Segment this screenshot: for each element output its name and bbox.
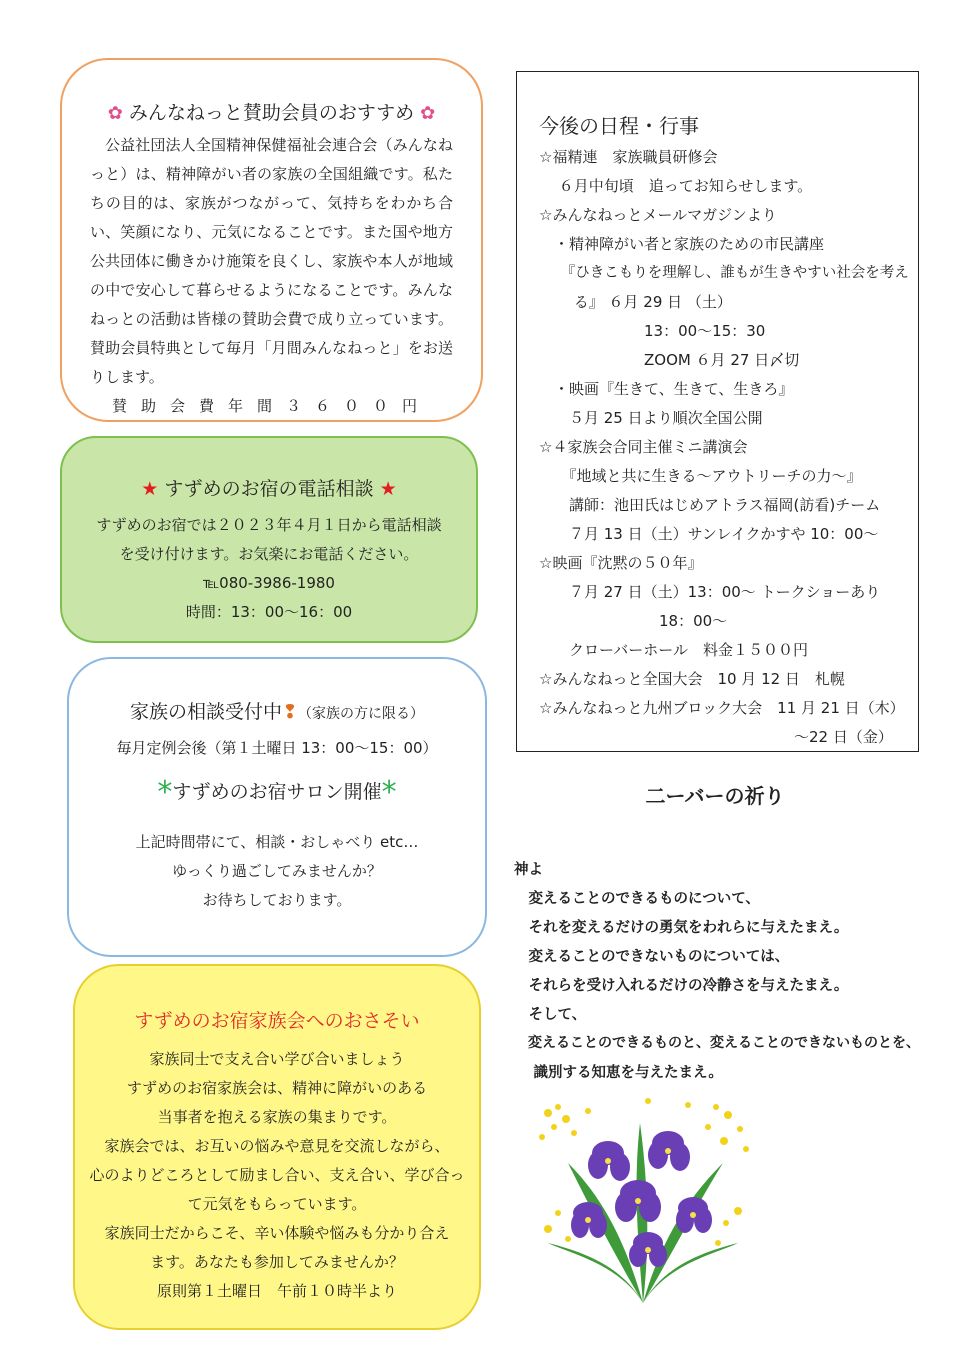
phone-line: を受け付けます。お気楽にお電話ください。 xyxy=(119,545,419,563)
schedule-row: 講師：池田氏はじめアトラス福岡(訪看)チーム xyxy=(539,496,881,514)
meeting-line: て元気をもらっています。 xyxy=(187,1195,367,1213)
phone-hours: 時間：13：00～16：00 xyxy=(185,603,353,621)
schedule-row: ☆みんなねっとメールマガジンより xyxy=(539,206,777,224)
phone-line: すずめのお宿では２０２３年４月１日から電話相談 xyxy=(96,516,442,534)
meeting-line: ます。あなたも参加してみませんか？ xyxy=(150,1253,404,1271)
prayer-line: それらを受け入れるだけの冷静さを与えたまえ。 xyxy=(514,977,849,994)
schedule-row: ☆福精連 家族職員研修会 xyxy=(539,148,718,166)
schedule-box xyxy=(516,71,919,752)
meeting-line: 家族会では、お互いの悩みや意見を交流しながら、 xyxy=(104,1137,450,1155)
star-icon: ★ xyxy=(379,478,397,500)
salon-title: すずめのお宿サロン開催 xyxy=(172,781,382,803)
phone-title: すずめのお宿の電話相談 xyxy=(164,478,374,500)
phone-number: ℡080-3986-1980 xyxy=(203,574,335,592)
schedule-row: ７月 27 日（土）13：00～ トークショーあり xyxy=(539,583,881,601)
family-consult-box xyxy=(67,657,487,957)
salon-title-row xyxy=(69,775,485,810)
salon-line: 上記時間帯にて、相談・おしゃべり etc… xyxy=(135,833,419,851)
meeting-line: 当事者を抱える家族の集まりです。 xyxy=(157,1108,397,1126)
meeting-line: 家族同士だからこそ、辛い体験や悩みも分かり合え xyxy=(104,1224,450,1242)
support-fee: 賛助会費年間３６００円 xyxy=(111,397,431,415)
schedule-row: 『地域と共に生きる～アウトリーチの力～』 xyxy=(539,467,862,485)
meeting-title: すずめのお宿家族会へのおさそい xyxy=(134,1010,420,1032)
schedule-row: クローバーホール 料金１５００円 xyxy=(539,641,808,659)
schedule-row: ☆みんなねっと九州ブロック大会 11 月 21 日（木） xyxy=(539,699,905,717)
salon-line: お待ちしております。 xyxy=(202,891,352,909)
consult-title: 家族の相談受付中 xyxy=(130,701,283,723)
consult-title-row xyxy=(69,697,485,724)
schedule-row: ６月中旬頃 追ってお知らせします。 xyxy=(539,177,813,195)
schedule-row: ☆映画『沈黙の５０年』 xyxy=(539,554,703,572)
schedule-row: ☆みんなねっと全国大会 10 月 12 日 札幌 xyxy=(539,670,845,688)
meeting-line: 原則第１土曜日 午前１０時半より xyxy=(156,1282,397,1300)
support-body: 公益社団法人全国精神保健福祉会連合会（みんなねっと）は、精神障がい者の家族の全国組織です。私たちの目的は、家族がつながって、気持ちをわかち合い、笑顔になり、元気になることです。また国や地方公共団体に働きかけ施策を良くし、家族や本人が地域の中で安心して暮らせるようになることです。みんなねっとの活動は皆様の賛助会費で成り立っています。賛助会員特典として毎月「月間みんなねっと」をお送りします。 xyxy=(90,136,453,386)
schedule-row: ５月 25 日より順次全国公開 xyxy=(539,409,763,427)
prayer-line: 変えることのできないものについては、 xyxy=(514,948,790,965)
consult-note: （家族の方に限る） xyxy=(297,706,424,722)
asterisk-icon: * xyxy=(381,775,397,810)
flower-icon: ✿ xyxy=(107,103,123,124)
support-member-box xyxy=(60,58,483,422)
schedule-row: ７月 13 日（土）サンレイクかすや 10：00～ xyxy=(539,525,879,543)
schedule-row: 13：00～15：30 xyxy=(539,322,766,340)
meeting-line: すずめのお宿家族会は、精神に障がいのある xyxy=(126,1079,428,1097)
prayer-title: 二ーバーの祈り xyxy=(645,784,785,808)
schedule-row: ☆４家族会合同主催ミニ講演会 xyxy=(539,438,748,456)
support-title-row xyxy=(90,98,453,125)
phone-consult-box xyxy=(60,436,478,643)
prayer-line: それを変えるだけの勇気をわれらに与えたまえ。 xyxy=(514,919,849,936)
consult-schedule: 毎月定例会後（第１土曜日 13：00～15：00） xyxy=(116,739,438,757)
prayer-line: そして、 xyxy=(514,1006,587,1023)
prayer-line: 識別する知恵を与えたまえ。 xyxy=(514,1064,723,1081)
schedule-row: ・映画『生きて、生きて、生きろ』 xyxy=(539,380,794,398)
iris-bouquet xyxy=(528,1093,758,1315)
prayer-line: 変えることのできるものについて、 xyxy=(514,890,760,907)
meeting-line: 心のよりどころとして励まし合い、支え合い、学び合っ xyxy=(89,1166,465,1184)
schedule-row: 18：00～ xyxy=(539,612,728,630)
flower-icon: ✿ xyxy=(420,103,436,124)
prayer-line: 変えることのできるものと、変えることのできないものとを、 xyxy=(514,1035,920,1051)
schedule-row: る』 ６月 29 日 （土） xyxy=(539,293,732,311)
schedule-row: ZOOM ６月 27 日〆切 xyxy=(539,351,800,369)
prayer-text xyxy=(514,855,934,1087)
exclamation-icon: ❢ xyxy=(282,701,298,723)
prayer-line: 神よ xyxy=(514,861,543,878)
star-icon: ★ xyxy=(141,478,159,500)
phone-title-row xyxy=(62,474,476,501)
schedule-row: ～22 日（金） xyxy=(539,728,893,746)
schedule-row: 『ひきこもりを理解し、誰もが生きやすい社会を考え xyxy=(539,265,909,281)
support-title: みんなねっと賛助会員のおすすめ xyxy=(128,102,415,124)
salon-line: ゆっくり過ごしてみませんか？ xyxy=(172,862,382,880)
schedule-title: 今後の日程・行事 xyxy=(539,114,699,138)
family-meeting-box xyxy=(73,964,481,1330)
meeting-line: 家族同士で支え合い学び合いましょう xyxy=(149,1050,405,1068)
asterisk-icon: * xyxy=(157,775,173,810)
schedule-row: ・精神障がい者と家族のための市民講座 xyxy=(539,235,825,253)
